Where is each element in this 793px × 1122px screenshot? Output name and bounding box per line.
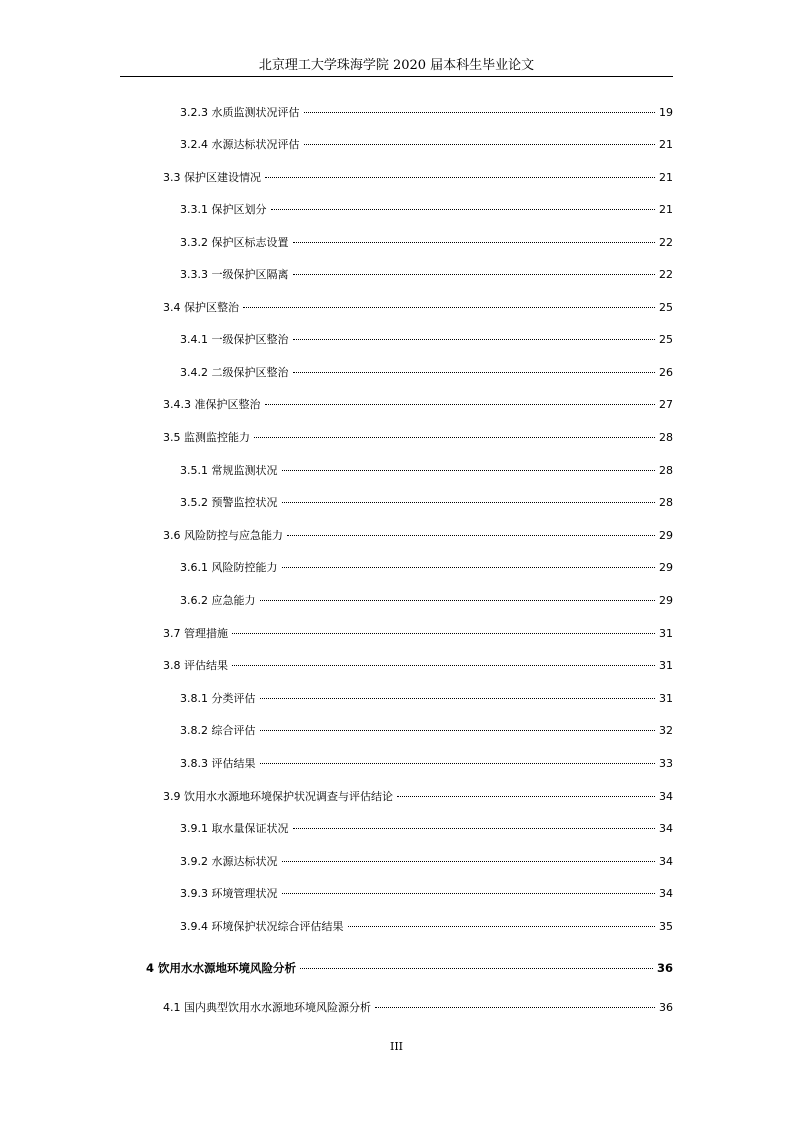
toc-page-number: 28 xyxy=(659,464,673,477)
toc-entry-title: 3.4 保护区整治 xyxy=(163,301,239,314)
toc-entry-title: 3.6.2 应急能力 xyxy=(180,594,256,607)
toc-dot-leader xyxy=(282,470,656,471)
toc-entry-title: 3.8.1 分类评估 xyxy=(180,692,256,705)
toc-entry-title: 3.3.2 保护区标志设置 xyxy=(180,236,289,249)
toc-entry-3-6-1[interactable] xyxy=(180,558,673,578)
toc-page-number: 36 xyxy=(656,961,673,975)
toc-entry-title: 3.2.4 水源达标状况评估 xyxy=(180,138,300,151)
toc-dot-leader xyxy=(375,1007,655,1008)
toc-entry-title: 3.3 保护区建设情况 xyxy=(163,171,261,184)
toc-entry-title: 4 饮用水水源地环境风险分析 xyxy=(146,961,297,975)
toc-entry-title: 3.4.3 准保护区整治 xyxy=(163,398,261,411)
toc-entry-3-8-3[interactable] xyxy=(180,754,673,774)
toc-page-number: 25 xyxy=(659,333,673,346)
toc-entry-title: 3.5.2 预警监控状况 xyxy=(180,496,278,509)
toc-page-number: 34 xyxy=(659,790,673,803)
toc-page-number: 21 xyxy=(659,171,673,184)
toc-page-number: 34 xyxy=(659,887,673,900)
toc-dot-leader xyxy=(293,828,656,829)
toc-dot-leader xyxy=(271,209,656,210)
toc-entry-title: 4.1 国内典型饮用水水源地环境风险源分析 xyxy=(163,1001,371,1014)
toc-entry-3-8-1[interactable] xyxy=(180,689,673,709)
toc-entry-3-8-2[interactable] xyxy=(180,721,673,741)
toc-entry-4-1[interactable] xyxy=(163,998,673,1018)
toc-entry-3-5-1[interactable] xyxy=(180,461,673,481)
toc-page-number: 34 xyxy=(659,822,673,835)
toc-entry-title: 3.9.4 环境保护状况综合评估结果 xyxy=(180,920,344,933)
toc-entry-title: 3.9.1 取水量保证状况 xyxy=(180,822,289,835)
toc-entry-3-4-3[interactable] xyxy=(163,395,673,415)
toc-dot-leader xyxy=(265,177,655,178)
toc-entry-3-4-2[interactable] xyxy=(180,363,673,383)
toc-page-number: 29 xyxy=(659,529,673,542)
page-number-footer: III xyxy=(389,1040,404,1053)
toc-entry-3-9[interactable] xyxy=(163,787,673,807)
toc-entry-title: 3.8 评估结果 xyxy=(163,659,228,672)
toc-entry-title: 3.6 风险防控与应急能力 xyxy=(163,529,283,542)
toc-entry-3-3[interactable] xyxy=(163,168,673,188)
toc-dot-leader xyxy=(260,600,656,601)
toc-page-number: 31 xyxy=(659,627,673,640)
toc-page-number: 21 xyxy=(659,138,673,151)
toc-dot-leader xyxy=(287,535,655,536)
toc-page-number: 22 xyxy=(659,268,673,281)
toc-page-number: 31 xyxy=(659,659,673,672)
toc-entry-title: 3.8.2 综合评估 xyxy=(180,724,256,737)
toc-dot-leader xyxy=(260,763,656,764)
toc-page-number: 29 xyxy=(659,594,673,607)
toc-dot-leader xyxy=(282,861,656,862)
toc-dot-leader xyxy=(254,437,655,438)
toc-page-number: 31 xyxy=(659,692,673,705)
toc-entry-3-9-3[interactable] xyxy=(180,884,673,904)
toc-entry-3-8[interactable] xyxy=(163,656,673,676)
toc-dot-leader xyxy=(293,242,656,243)
toc-dot-leader xyxy=(293,339,656,340)
toc-dot-leader xyxy=(397,796,655,797)
toc-dot-leader xyxy=(300,968,653,969)
toc-entry-3-9-1[interactable] xyxy=(180,819,673,839)
toc-page-number: 21 xyxy=(659,203,673,216)
toc-dot-leader xyxy=(293,372,656,373)
toc-entry-3-5[interactable] xyxy=(163,428,673,448)
toc-page-number: 27 xyxy=(659,398,673,411)
toc-page-number: 25 xyxy=(659,301,673,314)
toc-entry-3-9-4[interactable] xyxy=(180,917,673,937)
toc-entry-title: 3.3.1 保护区划分 xyxy=(180,203,267,216)
toc-page-number: 34 xyxy=(659,855,673,868)
toc-entry-3-4[interactable] xyxy=(163,298,673,318)
toc-page-number: 33 xyxy=(659,757,673,770)
toc-page-number: 35 xyxy=(659,920,673,933)
toc-entry-title: 3.9.3 环境管理状况 xyxy=(180,887,278,900)
toc-page-number: 32 xyxy=(659,724,673,737)
toc-entry-title: 3.5.1 常规监测状况 xyxy=(180,464,278,477)
toc-dot-leader xyxy=(348,926,656,927)
toc-dot-leader xyxy=(304,144,656,145)
toc-dot-leader xyxy=(282,567,656,568)
toc-entry-chapter-4[interactable] xyxy=(146,958,673,978)
toc-entry-title: 3.9.2 水源达标状况 xyxy=(180,855,278,868)
toc-entry-3-7[interactable] xyxy=(163,624,673,644)
toc-dot-leader xyxy=(304,112,656,113)
toc-entry-3-4-1[interactable] xyxy=(180,330,673,350)
toc-entry-3-3-3[interactable] xyxy=(180,265,673,285)
toc-entry-3-3-1[interactable] xyxy=(180,200,673,220)
toc-entry-3-6-2[interactable] xyxy=(180,591,673,611)
toc-entry-title: 3.4.2 二级保护区整治 xyxy=(180,366,289,379)
toc-dot-leader xyxy=(282,893,656,894)
toc-dot-leader xyxy=(243,307,655,308)
toc-entry-title: 3.4.1 一级保护区整治 xyxy=(180,333,289,346)
toc-entry-3-9-2[interactable] xyxy=(180,852,673,872)
toc-entry-3-5-2[interactable] xyxy=(180,493,673,513)
toc-page-number: 28 xyxy=(659,496,673,509)
toc-entry-3-6[interactable] xyxy=(163,526,673,546)
toc-entry-title: 3.3.3 一级保护区隔离 xyxy=(180,268,289,281)
toc-entry-3-2-3[interactable] xyxy=(180,103,673,123)
toc-page-number: 28 xyxy=(659,431,673,444)
toc-dot-leader xyxy=(260,698,656,699)
toc-page-number: 22 xyxy=(659,236,673,249)
toc-dot-leader xyxy=(293,274,656,275)
toc-dot-leader xyxy=(232,665,655,666)
toc-dot-leader xyxy=(260,730,656,731)
toc-page-number: 26 xyxy=(659,366,673,379)
toc-entry-title: 3.7 管理措施 xyxy=(163,627,228,640)
toc-entry-3-3-2[interactable] xyxy=(180,233,673,253)
toc-entry-title: 3.6.1 风险防控能力 xyxy=(180,561,278,574)
toc-page-number: 29 xyxy=(659,561,673,574)
toc-entry-3-2-4[interactable] xyxy=(180,135,673,155)
toc-entry-title: 3.2.3 水质监测状况评估 xyxy=(180,106,300,119)
toc-dot-leader xyxy=(265,404,656,405)
toc-entry-title: 3.9 饮用水水源地环境保护状况调查与评估结论 xyxy=(163,790,393,803)
toc-dot-leader xyxy=(232,633,655,634)
toc-entry-title: 3.8.3 评估结果 xyxy=(180,757,256,770)
toc-dot-leader xyxy=(282,502,656,503)
toc-page-number: 36 xyxy=(659,1001,673,1014)
page-header: 北京理工大学珠海学院 2020 届本科生毕业论文 xyxy=(120,55,673,77)
toc-entry-title: 3.5 监测监控能力 xyxy=(163,431,250,444)
toc-page-number: 19 xyxy=(659,106,673,119)
